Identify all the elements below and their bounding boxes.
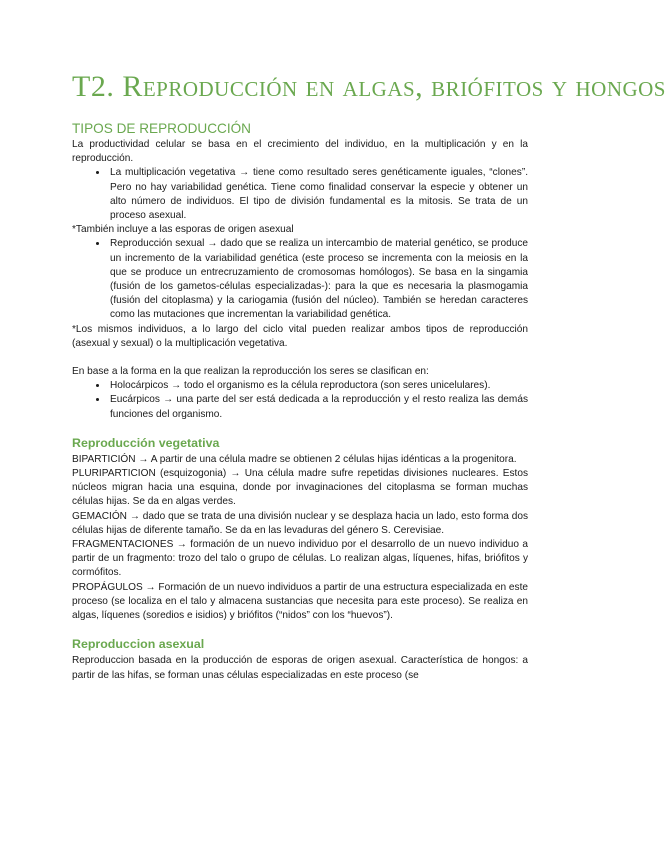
- forms-list: [72, 379, 528, 422]
- paragraph-gemacion: GEMACIÓN → dado que se trata de una división nuclear y se desplaza hacia un lado, esto forma dos células hijas de diferente tamaño. Se da en las levaduras del género S. Cerevisiae.: [72, 510, 528, 536]
- bullet-list-2: [72, 237, 528, 322]
- list-item-eucarpicos: • Eucárpicos → una parte del ser está dedicada a la reproducción y el resto realiza las demás funciones del organismo.: [108, 393, 528, 421]
- list-item-reproduccion-sexual: • Reproducción sexual → dado que se realiza un intercambio de material genético, se produce un incremento de la variabilidad genética (este proceso se incrementa con la meiosis en la que se produce un entrecruzamiento de cromosomas homólogos). Se basa en la singamia (fusión de los gametos-células especializadas-): para la que es necesaria la plasmogamia (fusión del citoplasma) y la cariogamia (fusión del núcleo). También se heredan caracteres como las mutaciones que incrementan la variabilidad genética.: [108, 237, 528, 322]
- section-heading-tipos: TIPOS DE REPRODUCCIÓN: [72, 121, 252, 136]
- paragraph-pluriparticion: PLURIPARTICION (esquizogonia) → Una célula madre sufre repetidas divisiones nucleares. Estos núcleos migran hacia una esquina, donde por invaginaciones del citoplasma se forman muchas células hijas. Se da en algas verdes.: [72, 468, 528, 508]
- forms-intro: En base a la forma en la que realizan la reproducción los seres se clasifican en:: [72, 366, 429, 378]
- note-esporas: *También incluye a las esporas de origen asexual: [72, 224, 294, 236]
- paragraph-fragmentaciones: FRAGMENTACIONES → formación de un nuevo individuo por el desarrollo de un nuevo individuo a partir de un fragmento: trozo del talo o grupo de células. Lo realizan algas, líquenes, hifas, briófitos y cormófitos.: [72, 539, 528, 579]
- page-title: T2. Reproducción en algas, briófitos y hongos: [72, 70, 666, 103]
- paragraph-propagulos: PROPÁGULOS → Formación de un nuevo individuos a partir de una estructura especializada en este proceso (se localiza en el talo y almacena sustancias que necesita para este proceso). Se realiza en algas, líquenes (soredios e isidios) y briófitos (“nidos” con los “huevos”).: [72, 581, 528, 622]
- intro-paragraph: La productividad celular se basa en el crecimiento del individuo, en la multiplicación y en la reproducción.: [72, 139, 528, 165]
- section-heading-vegetativa: Reproducción vegetativa: [72, 435, 220, 450]
- paragraph-asexual: Reproduccion basada en la producción de esporas de origen asexual. Característica de hongos: a partir de las hifas, se forman unas células especializadas en este proceso (se: [72, 655, 528, 681]
- paragraph-biparticion: BIPARTICIÓN → A partir de una célula madre se obtienen 2 células hijas idénticas a la progenitora.: [72, 453, 517, 465]
- note-ciclo-vital: *Los mismos individuos, a lo largo del ciclo vital pueden realizar ambos tipos de reproducción (asexual y sexual) o la multiplicación vegetativa.: [72, 323, 528, 349]
- spacer: [72, 351, 528, 365]
- list-item-holocarpicos: • Holocárpicos → todo el organismo es la célula reproductora (son seres unicelulares).: [108, 379, 528, 393]
- section-heading-asexual: Reproduccion asexual: [72, 637, 205, 652]
- bullet-list-1: [72, 166, 528, 223]
- list-item-multiplicacion: • La multiplicación vegetativa → tiene como resultado seres genéticamente iguales, “clones”. Pero no hay variabilidad genética. Tiene como finalidad conservar la especie y obtener un alto número de individuos. El tipo de división fundamental es la mitosis. Se trata de un proceso asexual.: [108, 166, 528, 223]
- document-body: [72, 121, 528, 683]
